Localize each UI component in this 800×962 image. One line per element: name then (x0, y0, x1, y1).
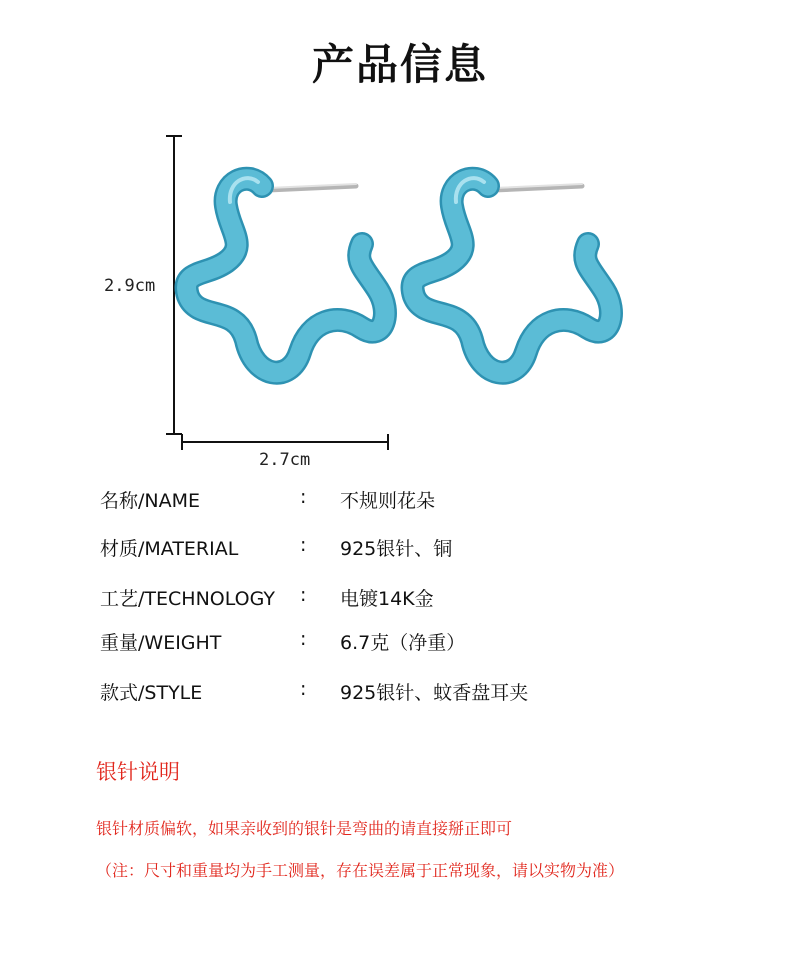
spec-label: 材质/MATERIAL (100, 538, 239, 560)
measurement-note: （注：尺寸和重量均为手工测量，存在误差属于正常现象，请以实物为准） (96, 861, 625, 880)
spec-value: 电镀14K金 (340, 588, 434, 610)
width-dimension-label: 2.7cm (259, 450, 311, 470)
earring-left (187, 178, 385, 373)
spec-label: 款式/STYLE (100, 682, 203, 704)
spec-label: 名称/NAME (100, 490, 201, 512)
earring-right (413, 178, 611, 373)
spec-label: 重量/WEIGHT (100, 632, 222, 654)
height-dimension-label: 2.9cm (104, 276, 156, 296)
spec-value: 不规则花朵 (340, 490, 436, 512)
page-title: 产品信息 (311, 40, 488, 89)
width-dimension-line (182, 434, 388, 450)
spec-colon: : (300, 534, 307, 556)
spec-value: 6.7克（净重） (340, 632, 466, 654)
spec-colon: : (300, 486, 307, 508)
spec-colon: : (300, 584, 307, 606)
silver-pin-heading: 银针说明 (96, 760, 180, 784)
spec-value: 925银针、铜 (340, 538, 453, 560)
silver-pin-description: 银针材质偏软，如果亲收到的银针是弯曲的请直接掰正即可 (96, 819, 513, 838)
spec-label: 工艺/TECHNOLOGY (100, 588, 275, 610)
spec-colon: : (300, 678, 307, 700)
spec-value: 925银针、蚊香盘耳夹 (340, 682, 529, 704)
spec-colon: : (300, 628, 307, 650)
